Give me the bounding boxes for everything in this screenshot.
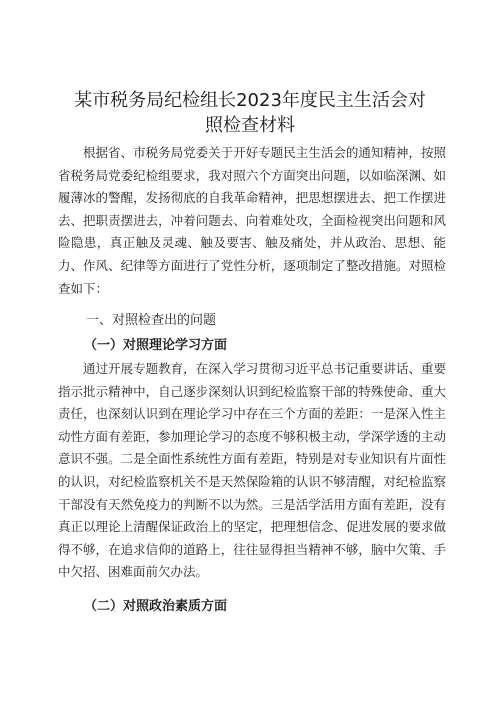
intro-paragraph: 根据省、市税务局党委关于开好专题民主生活会的通知精神，按照省税务局党委纪检组要求，我对照六个方面突出问题，以如临深渊、如履薄冰的警醒，发扬彻底的自我革命精神，把思想摆进去、把工作摆进去、把职责摆进去，冲着问题去、向着难处攻，全面检视突出问题和风险隐患，真正触及灵魂、触及要害、触及痛处，并从政治、思想、能力、作风、纪律等方面进行了党性分析，逐项制定了整改措施。对照检查如下： (58, 145, 446, 296)
subsection-1-body: 通过开展专题教育，在深入学习贯彻习近平总书记重要讲话、重要指示批示精神中，自己逐步深刻认识到纪检监察干部的特殊使命、重大责任，也深刻认识到在理论学习中存在三个方面的差距：一是深入性主动性方面有差距，参加理论学习的态度不够积极主动，学深学透的主动意识不强。二是全面性系统性方面有差距，特别是对专业知识有片面性的认识，对纪检监察机关不是天然保险箱的认识不够清醒，对纪检监察干部没有天然免疫力的判断不以为然。三是活学活用方面有差距，没有真正以理论上清醒保证政治上的坚定，把理想信念、促进发展的要求做得不够，在追求信仰的道路上，往往显得担当精神不够，脑中欠策、手中欠招、困难面前欠办法。 (58, 361, 446, 580)
document-title-line-2: 照检查材料 (205, 115, 295, 136)
document-title-line-1: 某市税务局纪检组长2023年度民主生活会对 (74, 90, 426, 111)
subsection-heading-2: （二）对照政治素质方面 (84, 599, 228, 614)
subsection-heading-1: （一）对照理论学习方面 (84, 338, 228, 353)
section-heading-1: 一、对照检查出的问题 (86, 313, 217, 328)
